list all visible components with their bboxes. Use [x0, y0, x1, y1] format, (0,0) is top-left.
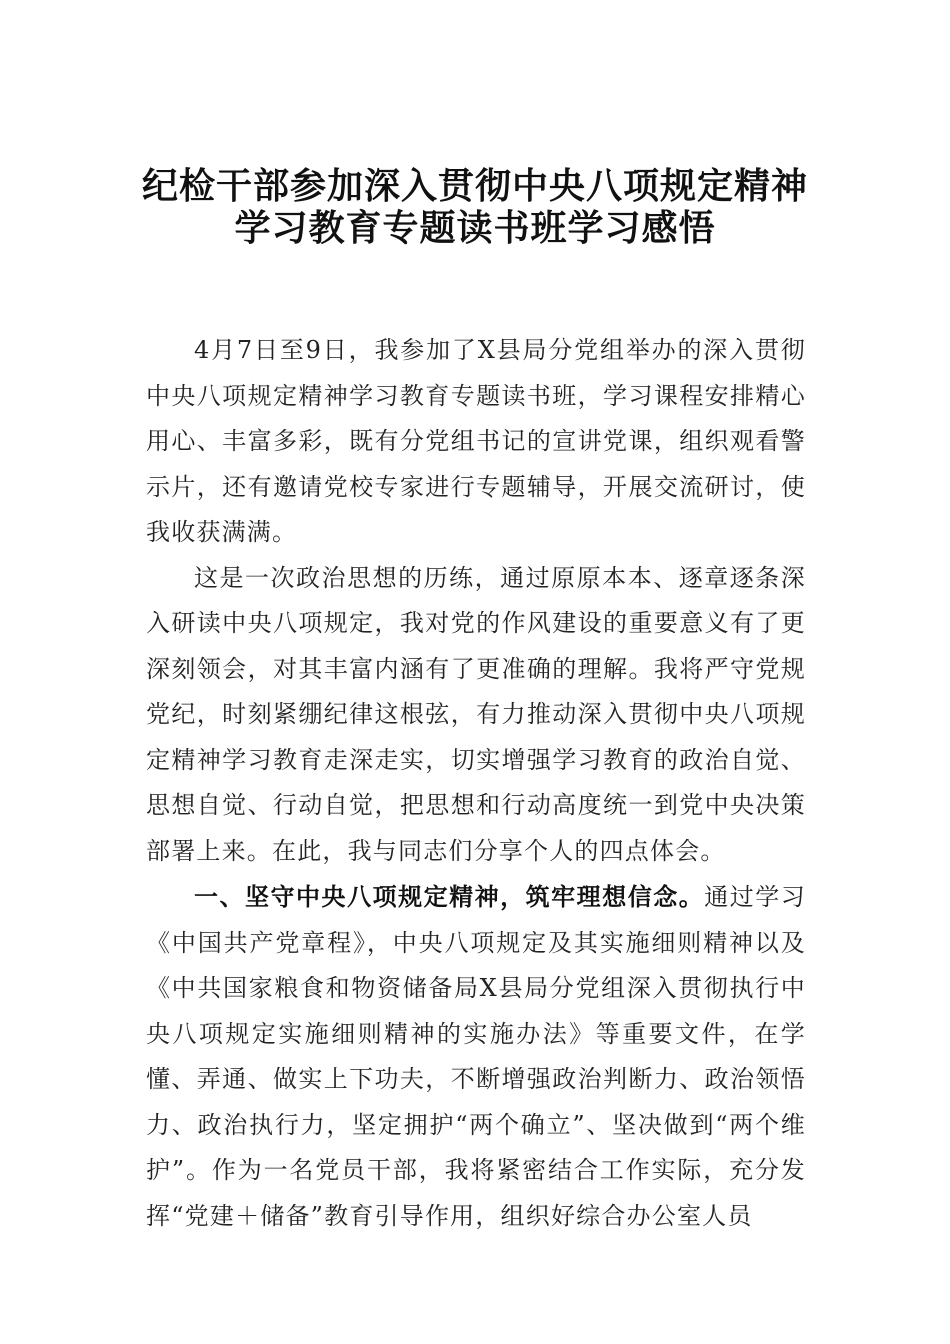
paragraph-1-text: 4月7日至9日，我参加了X县局分党组举办的深入贯彻中央八项规定精神学习教育专题读书班，学习课程安排精心用心、丰富多彩，既有分党组书记的宣讲党课，组织观看警示片，还有邀请党校专家进行专题辅导，开展交流研讨，使我收获满满。	[146, 336, 806, 546]
paragraph-2	[146, 556, 806, 875]
section-heading-1: 一、坚守中央八项规定精神，筑牢理想信念。	[194, 882, 705, 911]
paragraph-3-text: 通过学习《中国共产党章程》，中央八项规定及其实施细则精神以及《中共国家粮食和物资储备局X县局分党组深入贯彻执行中央八项规定实施细则精神的实施办法》等重要文件，在学懂、弄通、做实上下功夫，不断增强政治判断力、政治领悟力、政治执行力，坚定拥护“两个确立”、坚决做到“两个维护”。作为一名党员干部，我将紧密结合工作实际，充分发挥“党建＋储备”教育引导作用，组织好综合办公室人员	[146, 883, 806, 1230]
document-body	[146, 328, 806, 1239]
paragraph-1	[146, 328, 806, 556]
document-title-line-2: 学习教育专题读书班学习感悟	[234, 207, 716, 249]
paragraph-2-text: 这是一次政治思想的历练，通过原原本本、逐章逐条深入研读中央八项规定，我对党的作风建设的重要意义有了更深刻领会，对其丰富内涵有了更准确的理解。我将严守党规党纪，时刻紧绷纪律这根弦，有力推动深入贯彻中央八项规定精神学习教育走深走实，切实增强学习教育的政治自觉、思想自觉、行动自觉，把思想和行动高度统一到党中央决策部署上来。在此，我与同志们分享个人的四点体会。	[146, 563, 806, 865]
document-title-line-1: 纪检干部参加深入贯彻中央八项规定精神	[141, 165, 808, 207]
paragraph-3	[146, 874, 806, 1239]
